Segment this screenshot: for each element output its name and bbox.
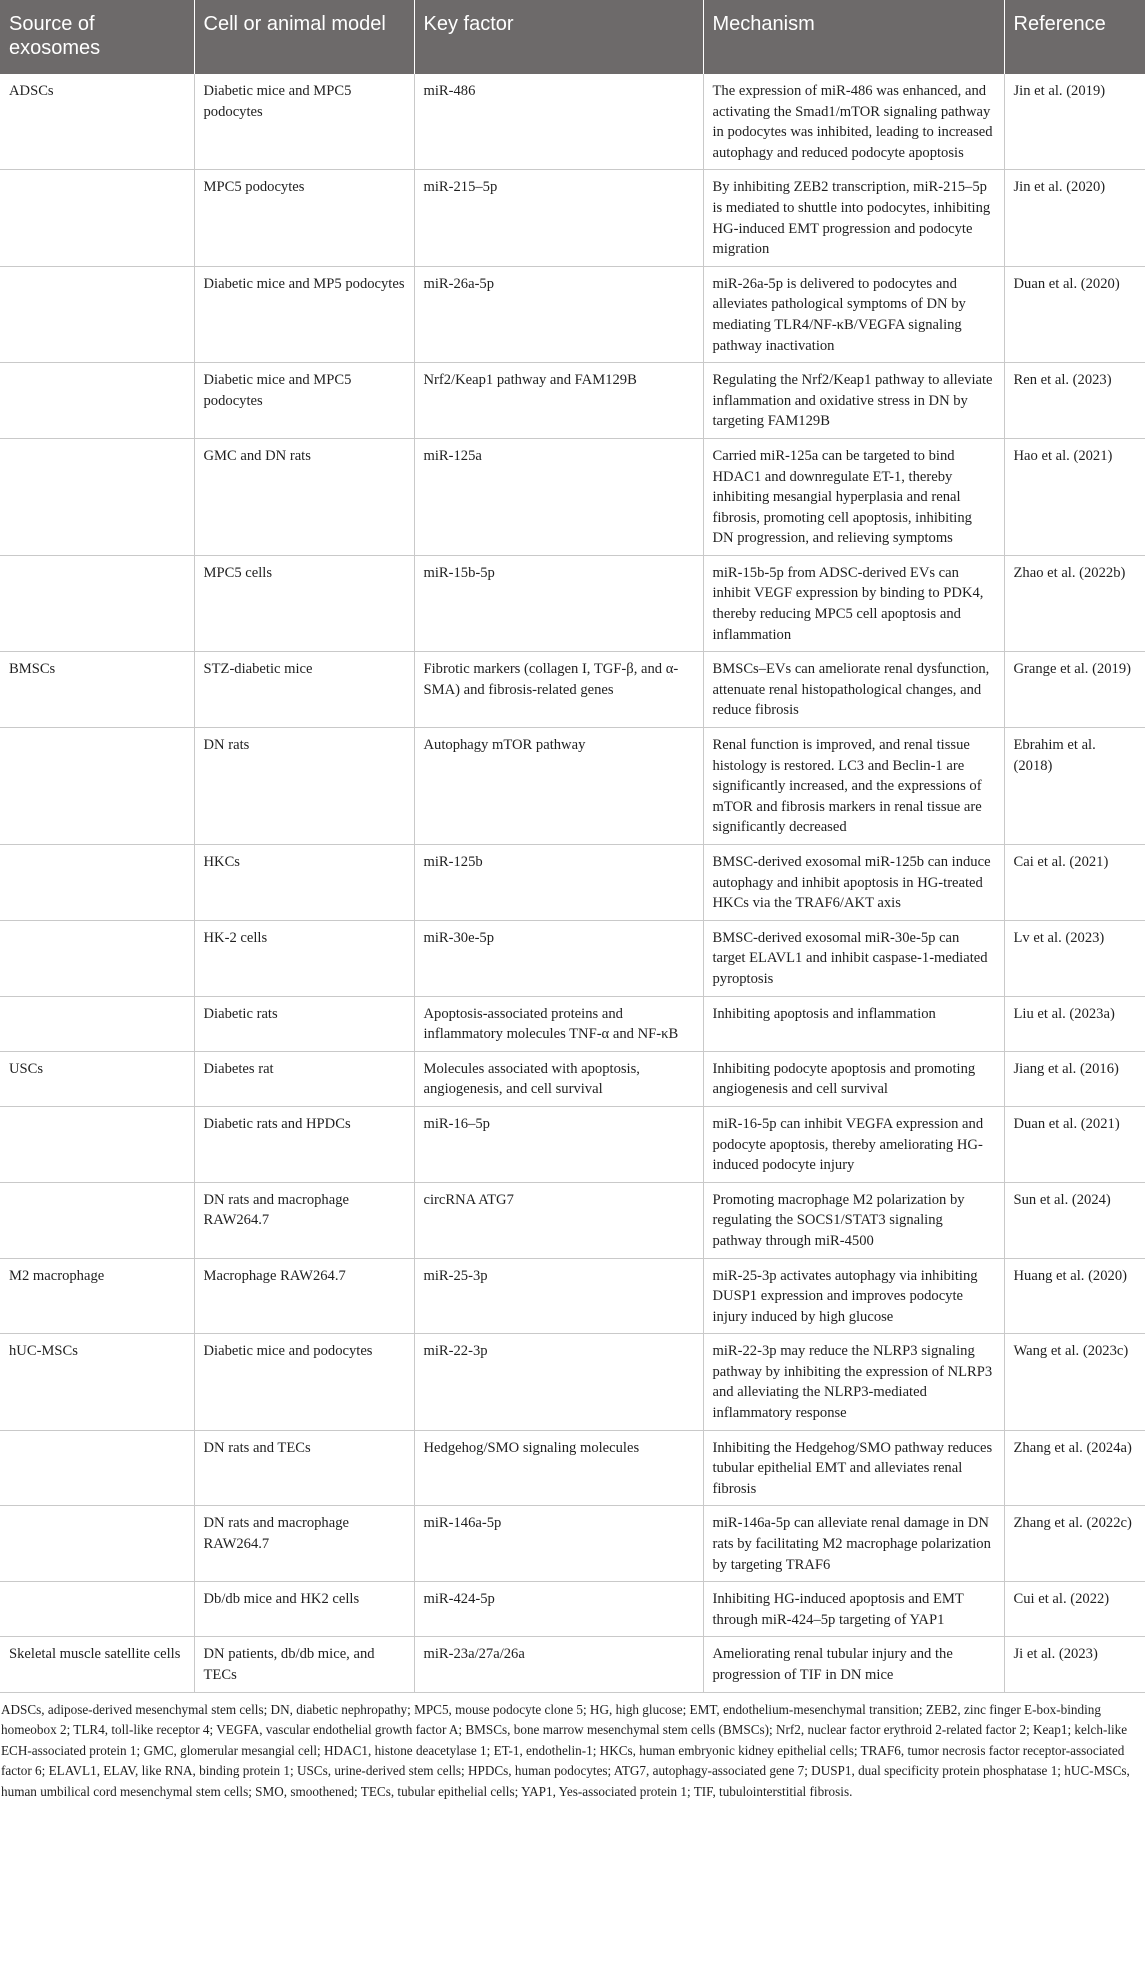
cell-factor: circRNA ATG7 [414, 1182, 703, 1258]
table-row [0, 728, 1145, 845]
cell-source [0, 438, 194, 555]
table-row [0, 1506, 1145, 1582]
cell-factor: miR-146a-5p [414, 1506, 703, 1582]
cell-reference: Zhao et al. (2022b) [1004, 555, 1145, 651]
table-row [0, 845, 1145, 921]
table-row [0, 1182, 1145, 1258]
cell-factor: Autophagy mTOR pathway [414, 728, 703, 845]
cell-source [0, 1106, 194, 1182]
table-row [0, 438, 1145, 555]
cell-source [0, 170, 194, 266]
cell-model: Diabetic mice and podocytes [194, 1334, 414, 1430]
table-row [0, 1258, 1145, 1334]
cell-model: HKCs [194, 845, 414, 921]
cell-reference: Grange et al. (2019) [1004, 652, 1145, 728]
cell-mechanism: By inhibiting ZEB2 transcription, miR-215–5p is mediated to shuttle into podocytes, inhibiting HG-induced EMT progression and podocyte migration [703, 170, 1004, 266]
cell-reference: Zhang et al. (2024a) [1004, 1430, 1145, 1506]
cell-source [0, 1582, 194, 1637]
table-row [0, 363, 1145, 439]
cell-factor: miR-486 [414, 74, 703, 170]
cell-model: Diabetic mice and MPC5 podocytes [194, 74, 414, 170]
cell-model: MPC5 podocytes [194, 170, 414, 266]
cell-model: Diabetic mice and MP5 podocytes [194, 266, 414, 362]
cell-mechanism: miR-146a-5p can alleviate renal damage in DN rats by facilitating M2 macrophage polarization by targeting TRAF6 [703, 1506, 1004, 1582]
cell-factor: miR-125b [414, 845, 703, 921]
cell-source: BMSCs [0, 652, 194, 728]
cell-factor: miR-15b-5p [414, 555, 703, 651]
cell-reference: Jin et al. (2020) [1004, 170, 1145, 266]
cell-reference: Cai et al. (2021) [1004, 845, 1145, 921]
table-row [0, 1637, 1145, 1692]
cell-model: Diabetic rats [194, 996, 414, 1051]
cell-model: Macrophage RAW264.7 [194, 1258, 414, 1334]
cell-source [0, 845, 194, 921]
cell-reference: Hao et al. (2021) [1004, 438, 1145, 555]
cell-source [0, 555, 194, 651]
cell-reference: Jiang et al. (2016) [1004, 1051, 1145, 1106]
cell-model: DN rats and macrophage RAW264.7 [194, 1182, 414, 1258]
cell-model: DN rats [194, 728, 414, 845]
cell-reference: Duan et al. (2020) [1004, 266, 1145, 362]
header-mechanism: Mechanism [703, 0, 1004, 74]
table-row [0, 1106, 1145, 1182]
cell-factor: miR-16–5p [414, 1106, 703, 1182]
table-row [0, 1430, 1145, 1506]
cell-model: GMC and DN rats [194, 438, 414, 555]
cell-mechanism: miR-26a-5p is delivered to podocytes and alleviates pathological symptoms of DN by mediating TLR4/NF-κB/VEGFA signaling pathway inactivation [703, 266, 1004, 362]
cell-factor: Fibrotic markers (collagen I, TGF-β, and α-SMA) and fibrosis-related genes [414, 652, 703, 728]
header-reference: Reference [1004, 0, 1145, 74]
cell-factor: Nrf2/Keap1 pathway and FAM129B [414, 363, 703, 439]
table-row [0, 1334, 1145, 1430]
cell-model: Db/db mice and HK2 cells [194, 1582, 414, 1637]
cell-model: DN rats and macrophage RAW264.7 [194, 1506, 414, 1582]
table-row [0, 74, 1145, 170]
cell-model: Diabetic mice and MPC5 podocytes [194, 363, 414, 439]
cell-source [0, 920, 194, 996]
cell-source [0, 266, 194, 362]
table-row [0, 170, 1145, 266]
cell-model: DN rats and TECs [194, 1430, 414, 1506]
cell-factor: miR-215–5p [414, 170, 703, 266]
cell-mechanism: Inhibiting podocyte apoptosis and promoting angiogenesis and cell survival [703, 1051, 1004, 1106]
cell-mechanism: Ameliorating renal tubular injury and the progression of TIF in DN mice [703, 1637, 1004, 1692]
cell-mechanism: The expression of miR-486 was enhanced, and activating the Smad1/mTOR signaling pathway in podocytes was inhibited, leading to increased autophagy and reduced podocyte apoptosis [703, 74, 1004, 170]
cell-source [0, 363, 194, 439]
table-footnote: ADSCs, adipose-derived mesenchymal stem cells; DN, diabetic nephropathy; MPC5, mouse podocyte clone 5; HG, high glucose; EMT, endothelium-mesenchymal transition; ZEB2, zinc finger E-box-binding homeobox 2; TLR4, toll-like receptor 4; VEGFA, vascular endothelial growth factor A; BMSCs, bone marrow mesenchymal stem cells (BMSCs); Nrf2, nuclear factor erythroid 2-related factor 2; Keap1; kelch-like ECH-associated protein 1; GMC, glomerular mesangial cell; HDAC1, histone deacetylase 1; ET-1, endothelin-1; HKCs, human embryonic kidney epithelial cells; TRAF6, tumor necrosis factor receptor-associated factor 6; ELAVL1, ELAV, like RNA, binding protein 1; USCs, urine-derived stem cells; HPDCs, human podocytes; ATG7, autophagy-associated gene 7; DUSP1, dual specificity protein phosphatase 1; hUC-MSCs, human umbilical cord mesenchymal stem cells; SMO, smoothened; TECs, tubular epithelial cells; YAP1, Yes-associated protein 1; TIF, tubulointerstitial fibrosis. [1, 1701, 1130, 1799]
header-source: Source of exosomes [0, 0, 194, 74]
cell-factor: miR-22-3p [414, 1334, 703, 1430]
cell-reference: Cui et al. (2022) [1004, 1582, 1145, 1637]
cell-factor: miR-30e-5p [414, 920, 703, 996]
cell-source: M2 macrophage [0, 1258, 194, 1334]
cell-model: MPC5 cells [194, 555, 414, 651]
cell-mechanism: BMSCs–EVs can ameliorate renal dysfunction, attenuate renal histopathological changes, and reduce fibrosis [703, 652, 1004, 728]
cell-mechanism: Carried miR-125a can be targeted to bind HDAC1 and downregulate ET-1, thereby inhibiting mesangial hyperplasia and renal fibrosis, promoting cell apoptosis, inhibiting DN progression, and relieving symptoms [703, 438, 1004, 555]
cell-reference: Lv et al. (2023) [1004, 920, 1145, 996]
cell-factor: miR-25-3p [414, 1258, 703, 1334]
cell-mechanism: BMSC-derived exosomal miR-30e-5p can target ELAVL1 and inhibit caspase-1-mediated pyroptosis [703, 920, 1004, 996]
cell-mechanism: miR-15b-5p from ADSC-derived EVs can inhibit VEGF expression by binding to PDK4, thereby reducing MPC5 cell apoptosis and inflammation [703, 555, 1004, 651]
cell-source: hUC-MSCs [0, 1334, 194, 1430]
cell-mechanism: Inhibiting apoptosis and inflammation [703, 996, 1004, 1051]
cell-source [0, 996, 194, 1051]
header-model: Cell or animal model [194, 0, 414, 74]
cell-mechanism: BMSC-derived exosomal miR-125b can induce autophagy and inhibit apoptosis in HG-treated HKCs via the TRAF6/AKT axis [703, 845, 1004, 921]
cell-mechanism: Renal function is improved, and renal tissue histology is restored. LC3 and Beclin-1 are significantly increased, and the expressions of mTOR and fibrosis markers in renal tissue are significantly decreased [703, 728, 1004, 845]
cell-reference: Duan et al. (2021) [1004, 1106, 1145, 1182]
table-row [0, 1582, 1145, 1637]
cell-mechanism: Inhibiting HG-induced apoptosis and EMT through miR-424–5p targeting of YAP1 [703, 1582, 1004, 1637]
cell-source [0, 1430, 194, 1506]
cell-factor: miR-424-5p [414, 1582, 703, 1637]
cell-mechanism: Promoting macrophage M2 polarization by regulating the SOCS1/STAT3 signaling pathway through miR-4500 [703, 1182, 1004, 1258]
cell-factor: Hedgehog/SMO signaling molecules [414, 1430, 703, 1506]
cell-model: DN patients, db/db mice, and TECs [194, 1637, 414, 1692]
table-body [0, 74, 1145, 1692]
table-row [0, 996, 1145, 1051]
header-row [0, 0, 1145, 74]
cell-model: Diabetic rats and HPDCs [194, 1106, 414, 1182]
cell-reference: Liu et al. (2023a) [1004, 996, 1145, 1051]
table-row [0, 920, 1145, 996]
cell-mechanism: miR-16-5p can inhibit VEGFA expression and podocyte apoptosis, thereby ameliorating HG-induced podocyte injury [703, 1106, 1004, 1182]
cell-model: HK-2 cells [194, 920, 414, 996]
cell-factor: miR-23a/27a/26a [414, 1637, 703, 1692]
cell-source [0, 1182, 194, 1258]
cell-model: STZ-diabetic mice [194, 652, 414, 728]
cell-source [0, 1506, 194, 1582]
cell-source [0, 728, 194, 845]
cell-factor: Molecules associated with apoptosis, angiogenesis, and cell survival [414, 1051, 703, 1106]
cell-reference: Wang et al. (2023c) [1004, 1334, 1145, 1430]
table-row [0, 555, 1145, 651]
cell-factor: miR-125a [414, 438, 703, 555]
cell-mechanism: Inhibiting the Hedgehog/SMO pathway reduces tubular epithelial EMT and alleviates renal fibrosis [703, 1430, 1004, 1506]
table-row [0, 266, 1145, 362]
cell-source: Skeletal muscle satellite cells [0, 1637, 194, 1692]
cell-reference: Ren et al. (2023) [1004, 363, 1145, 439]
header-factor: Key factor [414, 0, 703, 74]
table-row [0, 652, 1145, 728]
cell-source: USCs [0, 1051, 194, 1106]
cell-reference: Zhang et al. (2022c) [1004, 1506, 1145, 1582]
cell-factor: miR-26a-5p [414, 266, 703, 362]
table-row [0, 1051, 1145, 1106]
cell-mechanism: Regulating the Nrf2/Keap1 pathway to alleviate inflammation and oxidative stress in DN by targeting FAM129B [703, 363, 1004, 439]
cell-model: Diabetes rat [194, 1051, 414, 1106]
cell-source: ADSCs [0, 74, 194, 170]
cell-reference: Jin et al. (2019) [1004, 74, 1145, 170]
cell-factor: Apoptosis-associated proteins and inflammatory molecules TNF-α and NF-κB [414, 996, 703, 1051]
cell-reference: Ji et al. (2023) [1004, 1637, 1145, 1692]
cell-reference: Ebrahim et al. (2018) [1004, 728, 1145, 845]
cell-mechanism: miR-25-3p activates autophagy via inhibiting DUSP1 expression and improves podocyte injury induced by high glucose [703, 1258, 1004, 1334]
cell-reference: Huang et al. (2020) [1004, 1258, 1145, 1334]
cell-reference: Sun et al. (2024) [1004, 1182, 1145, 1258]
cell-mechanism: miR-22-3p may reduce the NLRP3 signaling pathway by inhibiting the expression of NLRP3 and alleviating the NLRP3-mediated inflammatory response [703, 1334, 1004, 1430]
